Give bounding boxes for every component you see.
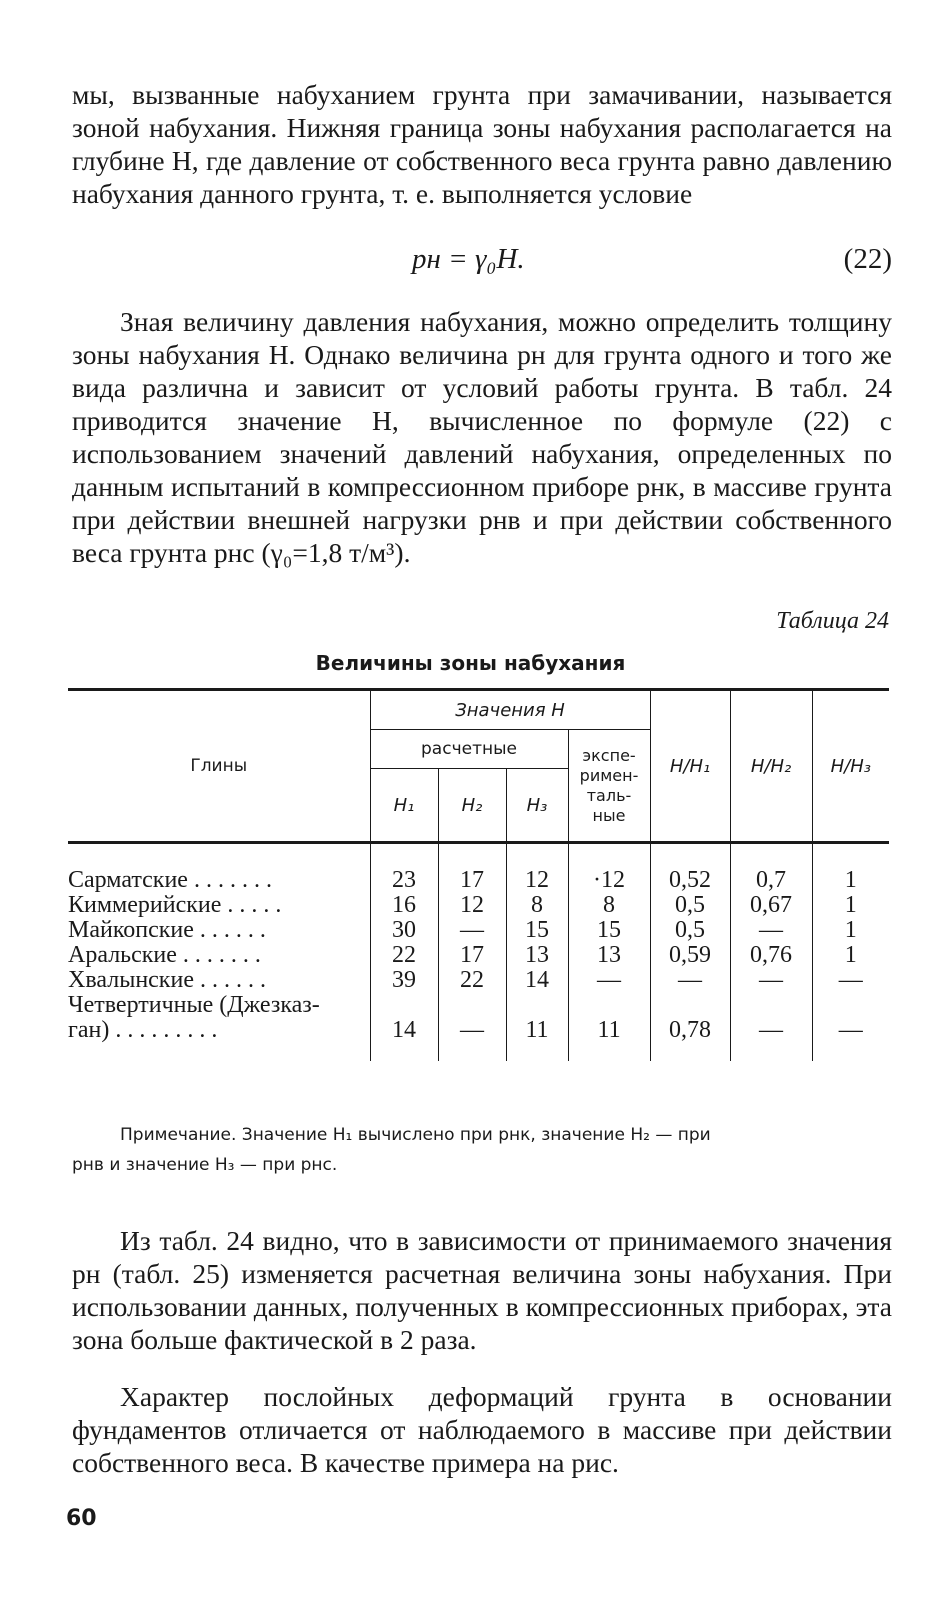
header-calculated: расчетные <box>370 730 568 769</box>
experimental-value: 11 <box>568 1018 650 1061</box>
table-row <box>68 993 889 1018</box>
h1-value: 22 <box>370 943 438 968</box>
h3-value <box>506 993 568 1018</box>
ratio1-value: 0,78 <box>650 1018 730 1061</box>
experimental-value: 13 <box>568 943 650 968</box>
page-number: 60 <box>66 1506 97 1531</box>
experimental-value <box>568 993 650 1018</box>
table-title: Величины зоны набухания <box>315 651 626 675</box>
ratio1-value: 0,5 <box>650 918 730 943</box>
experimental-value: ·12 <box>568 843 650 894</box>
paragraph-4: Характер послойных деформаций грунта в основании фундаментов отличается от наблюдаемого в массиве при действии собственного веса. В качестве примера на рис. <box>72 1381 892 1478</box>
clay-name: Хвалынские . . . . . . <box>68 968 266 993</box>
formula-22 <box>72 243 892 283</box>
ratio2-value: — <box>730 1018 812 1061</box>
h1-value: 16 <box>370 893 438 918</box>
h1-value: 23 <box>370 843 438 894</box>
header-h2: H₂ <box>438 769 506 843</box>
paragraph-2: Зная величину давления набухания, можно определить толщину зоны набухания H. Однако величина pн для грунта одного и того же вида различна и зависит от условий работы грунта. В табл. 24 приводится значение H, вычисленное по формуле (22) с использованием значений давлений набухания, определенных по данным испытаний в компрессионном приборе pнк, в массиве грунта при действии внешней нагрузки pнв и при действии собственного веса грунта pнс (γ₀=1,8 т/м³). <box>72 306 892 568</box>
h3-value: 11 <box>506 1018 568 1061</box>
swelling-zone-table <box>68 688 889 1061</box>
experimental-value: — <box>568 968 650 993</box>
ratio1-value: 0,59 <box>650 943 730 968</box>
ratio2-value: 0,76 <box>730 943 812 968</box>
experimental-value: 15 <box>568 918 650 943</box>
h2-value: 12 <box>438 893 506 918</box>
ratio2-value: — <box>730 918 812 943</box>
clay-name: Сарматские . . . . . . . <box>68 867 272 893</box>
ratio3-value: 1 <box>812 843 889 894</box>
h3-value: 8 <box>506 893 568 918</box>
paragraph-3: Из табл. 24 видно, что в зависимости от принимаемого значения pн (табл. 25) изменяется расчетная величина зоны набухания. При использовании данных, полученных в компрессионных приборах, эта зона больше фактической в 2 раза. <box>72 1225 892 1355</box>
ratio3-value: 1 <box>812 918 889 943</box>
ratio3-value: 1 <box>812 893 889 918</box>
ratio1-value: — <box>650 968 730 993</box>
h1-value: 39 <box>370 968 438 993</box>
clay-name: Киммерийские . . . . . <box>68 893 282 918</box>
table-row <box>68 918 889 943</box>
ratio3-value <box>812 993 889 1018</box>
h2-value: — <box>438 918 506 943</box>
ratio2-value: 0,7 <box>730 843 812 894</box>
header-ratio-2: H/H₂ <box>730 690 812 843</box>
experimental-value: 8 <box>568 893 650 918</box>
table-note-line-2: pнв и значение H₃ — при pнс. <box>72 1155 338 1175</box>
h2-value: — <box>438 1018 506 1061</box>
header-h1: H₁ <box>370 769 438 843</box>
h3-value: 13 <box>506 943 568 968</box>
table-24 <box>68 688 889 1061</box>
table-note <box>72 1120 892 1180</box>
clay-name: Майкопские . . . . . . <box>68 918 266 943</box>
h1-value: 14 <box>370 1018 438 1061</box>
formula-number: (22) <box>843 243 892 275</box>
h3-value: 14 <box>506 968 568 993</box>
h2-value: 17 <box>438 843 506 894</box>
table-label: Таблица 24 <box>776 608 889 634</box>
ratio2-value <box>730 993 812 1018</box>
header-h3: H₃ <box>506 769 568 843</box>
h3-value: 12 <box>506 843 568 894</box>
h3-value: 15 <box>506 918 568 943</box>
table-row <box>68 1018 889 1061</box>
clay-name: Аральские . . . . . . . <box>68 943 261 968</box>
ratio3-value: — <box>812 1018 889 1061</box>
header-ratio-1: H/H₁ <box>650 690 730 843</box>
intro-paragraph: мы, вызванные набуханием грунта при замачивании, называется зоной набухания. Нижняя граница зоны набухания располагается на глубине H, где давление от собственного веса грунта равно давлению набухания данного грунта, т. е. выполняется условие <box>72 79 892 209</box>
h2-value: 22 <box>438 968 506 993</box>
ratio1-value: 0,5 <box>650 893 730 918</box>
ratio2-value: — <box>730 968 812 993</box>
ratio3-value: — <box>812 968 889 993</box>
table-row <box>68 943 889 968</box>
h1-value <box>370 993 438 1018</box>
h1-value: 30 <box>370 918 438 943</box>
header-values-h: Значения H <box>370 690 650 730</box>
table-row <box>68 893 889 918</box>
header-ratio-3: H/H₃ <box>812 690 889 843</box>
formula-expression: pн = γ₀H. <box>412 243 525 275</box>
header-clays: Глины <box>68 690 370 843</box>
clay-name: Четвертичные (Джезказ- <box>68 993 320 1018</box>
table-row <box>68 968 889 993</box>
ratio1-value: 0,52 <box>650 843 730 894</box>
ratio1-value <box>650 993 730 1018</box>
h2-value <box>438 993 506 1018</box>
table-row <box>68 843 889 894</box>
ratio2-value: 0,67 <box>730 893 812 918</box>
h2-value: 17 <box>438 943 506 968</box>
table-note-line-1: Примечание. Значение H₁ вычислено при pнк, значение H₂ — при <box>120 1125 711 1145</box>
clay-name: ган) . . . . . . . . . <box>68 1018 218 1043</box>
ratio3-value: 1 <box>812 943 889 968</box>
header-experimental: экспе-римен-таль-ные <box>568 730 650 843</box>
